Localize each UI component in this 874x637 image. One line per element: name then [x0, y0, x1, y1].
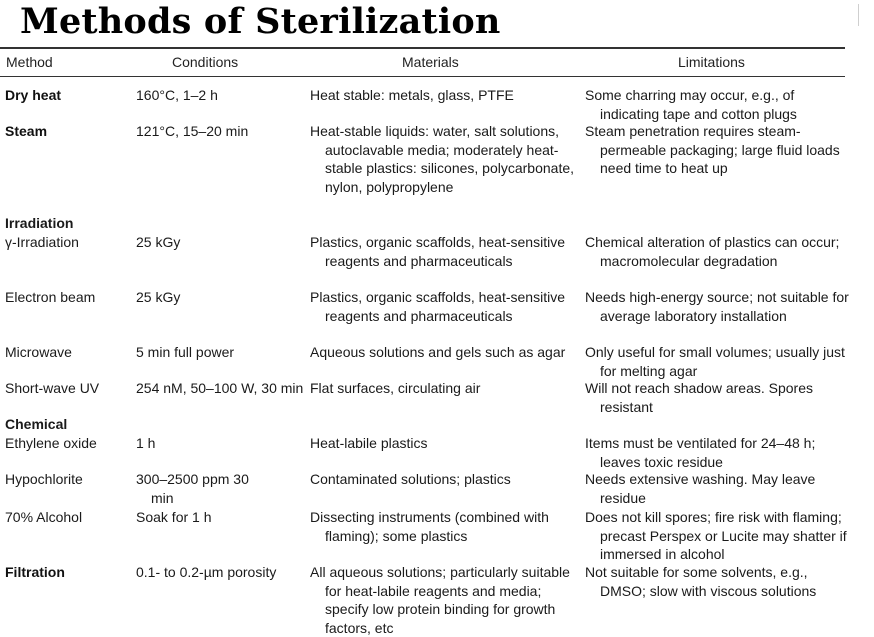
method-cell: Hypochlorite — [5, 471, 83, 487]
method-cell: γ-Irradiation — [5, 234, 79, 250]
conditions-cell: 1 h — [136, 435, 156, 451]
conditions-cell: 25 kGy — [136, 289, 181, 305]
materials-cell: Heat-labile plastics — [310, 435, 428, 451]
limitations-cell: Needs extensive washing. May leave residue — [585, 471, 816, 506]
limitations-cell: Some charring may occur, e.g., of indicating tape and cotton plugs — [585, 87, 797, 122]
method-cell: Electron beam — [5, 289, 96, 305]
table-top-rule — [0, 47, 845, 49]
limitations-cell: Steam penetration requires steam-permeable packaging; large fluid loads need time to heat up — [585, 123, 840, 176]
conditions-cell: 121°C, 15–20 min — [136, 123, 249, 139]
materials-cell: Heat stable: metals, glass, PTFE — [310, 87, 514, 103]
materials-cell: Heat-stable liquids: water, salt solutions, autoclavable media; moderately heat-stable plastics: silicones, polycarbonate, nylon, polypropylene — [310, 123, 575, 195]
header-conditions: Conditions — [172, 54, 239, 70]
limitations-cell: Needs high-energy source; not suitable for average laboratory installation — [585, 289, 849, 324]
section-label-irradiation: Irradiation — [5, 215, 74, 231]
conditions-cell: Soak for 1 h — [136, 509, 212, 525]
materials-cell: Plastics, organic scaffolds, heat-sensitive reagents and pharmaceuticals — [310, 234, 565, 269]
conditions-cell: 0.1- to 0.2-µm porosity — [136, 564, 277, 580]
page-title: Methods of Sterilization — [20, 1, 501, 42]
materials-cell: Aqueous solutions and gels such as agar — [310, 344, 566, 360]
method-cell: Microwave — [5, 344, 72, 360]
conditions-cell: 254 nM, 50–100 W, 30 min — [136, 380, 304, 396]
method-cell: Filtration — [5, 564, 65, 580]
header-rule — [0, 76, 845, 77]
conditions-cell: 300–2500 ppm 30 min — [136, 471, 249, 506]
materials-cell: Contaminated solutions; plastics — [310, 471, 511, 487]
method-cell: 70% Alcohol — [5, 509, 83, 525]
header-method: Method — [6, 54, 53, 70]
method-cell: Steam — [5, 123, 48, 139]
conditions-cell: 25 kGy — [136, 234, 181, 250]
limitations-cell: Items must be ventilated for 24–48 h; leaves toxic residue — [585, 435, 816, 470]
method-cell: Dry heat — [5, 87, 62, 103]
limitations-cell: Not suitable for some solvents, e.g., DMSO; slow with viscous solutions — [585, 564, 817, 599]
materials-cell: Dissecting instruments (combined with flaming); some plastics — [310, 509, 549, 544]
materials-cell: Plastics, organic scaffolds, heat-sensitive reagents and pharmaceuticals — [310, 289, 565, 324]
limitations-cell: Only useful for small volumes; usually just for melting agar — [585, 344, 845, 379]
method-cell: Ethylene oxide — [5, 435, 97, 451]
limitations-cell: Chemical alteration of plastics can occur; macromolecular degradation — [585, 234, 840, 269]
conditions-cell: 160°C, 1–2 h — [136, 87, 218, 103]
header-materials: Materials — [402, 54, 459, 70]
materials-cell: Flat surfaces, circulating air — [310, 380, 481, 396]
conditions-cell: 5 min full power — [136, 344, 235, 360]
limitations-cell: Does not kill spores; fire risk with flaming; precast Perspex or Lucite may shatter if immersed in alcohol — [585, 509, 847, 562]
header-limitations: Limitations — [678, 54, 745, 70]
limitations-cell: Will not reach shadow areas. Spores resistant — [585, 380, 813, 415]
materials-cell: All aqueous solutions; particularly suitable for heat-labile reagents and media; specify low protein binding for growth factors, etc — [310, 564, 570, 636]
method-cell: Short-wave UV — [5, 380, 100, 396]
edge-mark — [858, 4, 859, 26]
section-label-chemical: Chemical — [5, 416, 68, 432]
